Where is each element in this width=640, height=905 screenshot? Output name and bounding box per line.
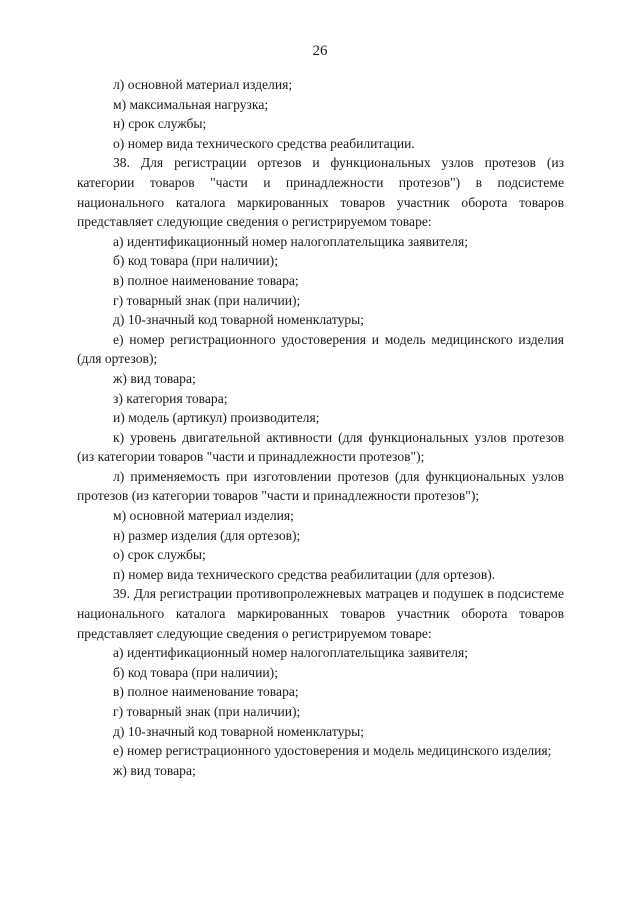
clause-38-item-e: е) номер регистрационного удостоверения и модель медицинского изделия (для ортезов); [77,331,564,367]
clause-38-item-p: п) номер вида технического средства реабилитации (для ортезов). [113,566,496,582]
clause-39-item-zh: ж) вид товара; [113,762,196,778]
clause-38-item-g: г) товарный знак (при наличии); [113,292,301,308]
paragraph-item-m: м) максимальная нагрузка; [113,96,269,112]
clause-38-item-v: в) полное наименование товара; [113,272,299,288]
paragraph-clause-39: 39. Для регистрации противопролежневых матрацев и подушек в подсистеме национального каталога маркированных товаров участник оборота товаров представляет следующие сведения о регистрируемом товаре: [77,586,564,641]
clause-39-item-d: д) 10-значный код товарной номенклатуры; [113,723,365,739]
clause-38-item-i: и) модель (артикул) производителя; [113,410,320,426]
page-number: 26 [312,43,328,59]
paragraph-item-o: о) номер вида технического средства реабилитации. [113,135,415,151]
document-body [77,75,564,780]
clause-38-item-a: а) идентификационный номер налогоплательщика заявителя; [113,233,468,249]
paragraph-item-l: л) основной материал изделия; [113,77,293,92]
clause-39-item-e: е) номер регистрационного удостоверения и модель медицинского изделия; [113,743,552,759]
paragraph-clause-38: 38. Для регистрации ортезов и функциональных узлов протезов (из категории товаров "части и принадлежности протезов") в подсистеме национального каталога маркированных товаров участник оборота товаров представляет следующие сведения о регистрируемом товаре: [77,155,564,230]
paragraph-item-n: н) срок службы; [113,116,207,132]
clause-39-item-b: б) код товара (при наличии); [113,664,278,680]
clause-38-item-k: к) уровень двигательной активности (для функциональных узлов протезов (из категории товаров "части и принадлежности протезов"); [77,429,564,465]
clause-39-item-a: а) идентификационный номер налогоплательщика заявителя; [113,645,468,661]
clause-39-item-v: в) полное наименование товара; [113,684,299,700]
clause-38-item-d: д) 10-значный код товарной номенклатуры; [113,312,365,328]
clause-38-item-b: б) код товара (при наличии); [113,253,278,269]
clause-38-item-z: з) категория товара; [113,390,228,406]
clause-38-item-n: н) размер изделия (для ортезов); [113,527,301,543]
clause-38-item-l: л) применяемость при изготовлении протезов (для функциональных узлов протезов (из категории товаров "части и принадлежности протезов"); [77,468,564,504]
clause-38-item-zh: ж) вид товара; [113,370,196,386]
clause-39-item-g: г) товарный знак (при наличии); [113,704,301,719]
clause-38-item-o: о) срок службы; [113,547,206,563]
clause-38-item-m: м) основной материал изделия; [113,508,294,524]
